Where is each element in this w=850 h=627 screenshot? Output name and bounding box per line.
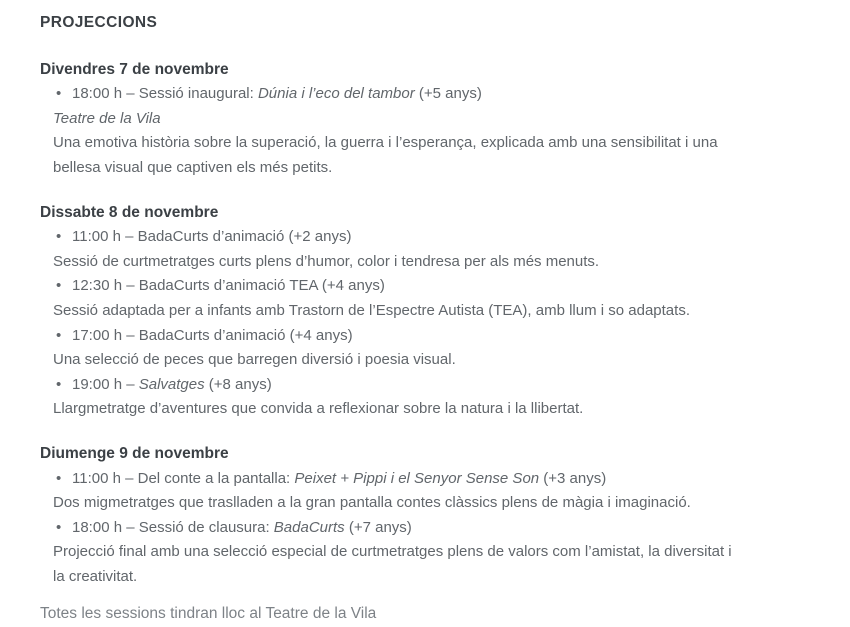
schedule-text-line xyxy=(53,491,815,516)
bullet-icon: • xyxy=(56,228,62,246)
line-text: (+3 anys) xyxy=(539,469,607,487)
sections-container xyxy=(40,58,815,590)
line-text: 11:00 h – Del conte a la pantalla: xyxy=(72,469,295,487)
bullet-icon: • xyxy=(56,469,62,487)
schedule-text-line xyxy=(53,397,815,422)
bullet-icon: • xyxy=(56,326,62,344)
film-title-text: Peixet + Pippi i el Senyor Sense Son xyxy=(294,469,540,487)
film-title-text: Salvatges xyxy=(138,375,205,393)
schedule-text-line xyxy=(53,156,815,181)
line-text: Dos migmetratges que traslladen a la gran pantalla contes clàssics plens de màgia i imaginació. xyxy=(53,494,691,512)
bullet-icon: • xyxy=(56,85,62,103)
line-text: Projecció final amb una selecció especial de curtmetratges plens de valors com l’amistat, la diversitat i xyxy=(53,543,732,561)
line-text: 19:00 h – xyxy=(72,375,139,393)
line-text: 18:00 h – Sessió de clausura: xyxy=(72,518,274,536)
line-text: 18:00 h – Sessió inaugural: xyxy=(72,85,258,103)
line-text: la creativitat. xyxy=(53,567,138,585)
section-heading: Divendres 7 de novembre xyxy=(40,60,229,78)
schedule-text-line xyxy=(53,540,815,565)
bullet-icon: • xyxy=(56,277,62,295)
line-text: bellesa visual que captiven els més petits. xyxy=(53,158,333,176)
schedule-text-line xyxy=(53,299,815,324)
schedule-bullet-line xyxy=(53,324,815,349)
line-text: 12:30 h – BadaCurts d’animació TEA (+4 anys) xyxy=(72,277,385,295)
film-title-text: Teatre de la Vila xyxy=(53,109,161,127)
schedule-text-line xyxy=(53,565,815,590)
line-text: Llargmetratge d’aventures que convida a reflexionar sobre la natura i la llibertat. xyxy=(53,400,584,418)
schedule-text-line xyxy=(53,107,815,132)
line-text: (+5 anys) xyxy=(414,85,482,103)
schedule-section xyxy=(40,201,815,422)
line-text: Sessió adaptada per a infants amb Trastorn de l’Espectre Autista (TEA), amb llum i so adaptats. xyxy=(53,301,690,319)
section-heading: Diumenge 9 de novembre xyxy=(40,444,229,462)
schedule-bullet-line xyxy=(53,82,815,107)
line-text: Una selecció de peces que barregen diversió i poesia visual. xyxy=(53,351,456,369)
schedule-bullet-line xyxy=(53,516,815,541)
schedule-section xyxy=(40,58,815,181)
schedule-text-line xyxy=(53,250,815,275)
page-title: PROJECCIONS xyxy=(40,14,158,31)
film-title-text: BadaCurts xyxy=(273,518,345,536)
section-heading: Dissabte 8 de novembre xyxy=(40,203,219,221)
schedule-bullet-line xyxy=(53,467,815,492)
line-text: Una emotiva història sobre la superació, la guerra i l’esperança, explicada amb una sensibilitat i una xyxy=(53,134,718,152)
schedule-text-line xyxy=(53,348,815,373)
line-text: (+8 anys) xyxy=(204,375,272,393)
schedule-bullet-line xyxy=(53,225,815,250)
schedule-bullet-line xyxy=(53,373,815,398)
line-text: Sessió de curtmetratges curts plens d’humor, color i tendresa per als més menuts. xyxy=(53,252,600,270)
bullet-icon: • xyxy=(56,375,62,393)
schedule-bullet-line xyxy=(53,274,815,299)
schedule-text-line xyxy=(53,131,815,156)
schedule-section xyxy=(40,442,815,590)
cutoff-text-line: Totes les sessions tindran lloc al Teatre de la Vila xyxy=(40,605,377,622)
bullet-icon: • xyxy=(56,518,62,536)
line-text: (+7 anys) xyxy=(344,518,412,536)
line-text: 17:00 h – BadaCurts d’animació (+4 anys) xyxy=(72,326,353,344)
film-title-text: Dúnia i l’eco del tambor xyxy=(257,85,415,103)
line-text: 11:00 h – BadaCurts d’animació (+2 anys) xyxy=(72,228,352,246)
